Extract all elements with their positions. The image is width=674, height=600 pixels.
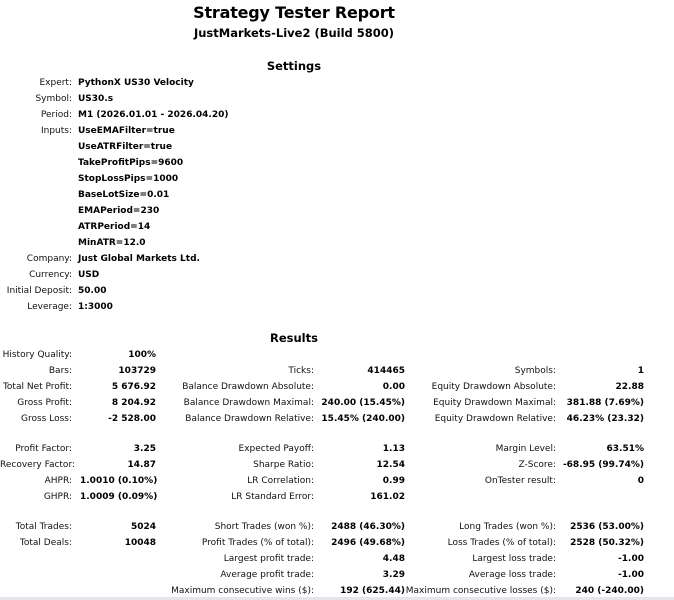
lr-standard-error-label: LR Standard Error: <box>231 492 314 502</box>
setting-value: 1:3000 <box>78 302 113 312</box>
balance-dd-absolute-label: Balance Drawdown Absolute: <box>182 382 314 392</box>
expected-payoff-value: 1.13 <box>382 444 405 454</box>
largest-profit-trade-value: 4.48 <box>382 554 405 564</box>
max-consecutive-wins-label: Maximum consecutive wins ($): <box>171 586 314 596</box>
symbols-label: Symbols: <box>514 366 556 376</box>
short-trades-label: Short Trades (won %): <box>214 522 314 532</box>
setting-label: Leverage: <box>27 302 72 312</box>
gross-profit-value: 8 204.92 <box>111 398 156 408</box>
average-profit-trade-value: 3.29 <box>382 570 405 580</box>
results-heading: Results <box>270 331 318 345</box>
equity-dd-relative-label: Equity Drawdown Relative: <box>434 414 556 424</box>
long-trades-value: 2536 (53.00%) <box>570 522 644 532</box>
sharpe-ratio-label: Sharpe Ratio: <box>253 460 314 470</box>
history-quality-label: History Quality: <box>2 350 72 360</box>
total-net-profit-label: Total Net Profit: <box>2 382 72 392</box>
balance-dd-maximal-label: Balance Drawdown Maximal: <box>183 398 314 408</box>
equity-dd-maximal-label: Equity Drawdown Maximal: <box>433 398 556 408</box>
profit-factor-value: 3.25 <box>133 444 156 454</box>
lr-correlation-label: LR Correlation: <box>247 476 314 486</box>
margin-level-label: Margin Level: <box>495 444 556 454</box>
setting-value: USD <box>78 270 100 280</box>
setting-value: US30.s <box>78 94 114 104</box>
setting-label: Symbol: <box>35 94 72 104</box>
gross-loss-label: Gross Loss: <box>21 414 72 424</box>
equity-dd-absolute-value: 22.88 <box>615 382 644 392</box>
profit-trades-label: Profit Trades (% of total): <box>201 538 314 548</box>
setting-label: Expert: <box>39 78 72 88</box>
balance-dd-relative-label: Balance Drawdown Relative: <box>185 414 314 424</box>
ontester-result-value: 0 <box>637 476 644 486</box>
setting-value: 50.00 <box>78 286 107 296</box>
setting-label: Period: <box>40 110 72 120</box>
setting-value: Just Global Markets Ltd. <box>78 254 200 264</box>
setting-value: M1 (2026.01.01 - 2026.04.20) <box>78 110 229 120</box>
input-param: UseATRFilter=true <box>78 142 173 152</box>
input-param: UseEMAFilter=true <box>78 126 175 136</box>
total-net-profit-value: 5 676.92 <box>111 382 156 392</box>
average-loss-trade-value: -1.00 <box>618 570 644 580</box>
input-param: StopLossPips=1000 <box>78 174 179 184</box>
settings-heading: Settings <box>266 59 322 73</box>
total-deals-label: Total Deals: <box>19 538 72 548</box>
short-trades-value: 2488 (46.30%) <box>331 522 405 532</box>
setting-label: Initial Deposit: <box>6 286 72 296</box>
ghpr-value: 1.0009 (0.09%) <box>80 492 158 502</box>
largest-loss-trade-label: Largest loss trade: <box>472 554 556 564</box>
gross-loss-value: -2 528.00 <box>108 414 156 424</box>
input-param: EMAPeriod=230 <box>78 206 160 216</box>
average-profit-trade-label: Average profit trade: <box>220 570 314 580</box>
ghpr-label: GHPR: <box>43 492 72 502</box>
setting-label: Currency: <box>29 270 72 280</box>
balance-dd-absolute-value: 0.00 <box>382 382 405 392</box>
input-param: TakeProfitPips=9600 <box>78 158 184 168</box>
input-param: ATRPeriod=14 <box>78 222 151 232</box>
profit-factor-label: Profit Factor: <box>15 444 72 454</box>
recovery-factor-label: Recovery Factor: <box>0 460 76 470</box>
max-consecutive-losses-value: 240 (-240.00) <box>575 586 644 596</box>
input-param: MinATR=12.0 <box>78 238 146 248</box>
loss-trades-label: Loss Trades (% of total): <box>447 538 556 548</box>
balance-dd-maximal-value: 240.00 (15.45%) <box>321 398 405 408</box>
report-title: Strategy Tester Report <box>193 3 395 22</box>
expected-payoff-label: Expected Payoff: <box>238 444 314 454</box>
ontester-result-label: OnTester result: <box>484 476 556 486</box>
report-subtitle: JustMarkets-Live2 (Build 5800) <box>193 26 395 40</box>
symbols-value: 1 <box>637 366 644 376</box>
total-trades-label: Total Trades: <box>15 522 72 532</box>
balance-dd-relative-value: 15.45% (240.00) <box>321 414 405 424</box>
long-trades-label: Long Trades (won %): <box>459 522 556 532</box>
lr-standard-error-value: 161.02 <box>370 492 405 502</box>
profit-trades-value: 2496 (49.68%) <box>331 538 405 548</box>
largest-profit-trade-label: Largest profit trade: <box>223 554 314 564</box>
gross-profit-label: Gross Profit: <box>17 398 72 408</box>
max-consecutive-losses-label: Maximum consecutive losses ($): <box>405 586 556 596</box>
sharpe-ratio-value: 12.54 <box>376 460 405 470</box>
ahpr-value: 1.0010 (0.10%) <box>80 476 158 486</box>
ticks-value: 414465 <box>367 366 405 376</box>
loss-trades-value: 2528 (50.32%) <box>570 538 644 548</box>
total-trades-value: 5024 <box>130 522 156 532</box>
lr-correlation-value: 0.99 <box>382 476 405 486</box>
largest-loss-trade-value: -1.00 <box>618 554 644 564</box>
recovery-factor-value: 14.87 <box>127 460 156 470</box>
bars-label: Bars: <box>48 366 72 376</box>
equity-dd-maximal-value: 381.88 (7.69%) <box>566 398 644 408</box>
ahpr-label: AHPR: <box>44 476 72 486</box>
equity-dd-relative-value: 46.23% (23.32) <box>566 414 644 424</box>
z-score-label: Z-Score: <box>518 460 556 470</box>
setting-label: Inputs: <box>40 126 72 136</box>
history-quality-value: 100% <box>128 350 156 360</box>
total-deals-value: 10048 <box>124 538 156 548</box>
ticks-label: Ticks: <box>288 366 314 376</box>
z-score-value: -68.95 (99.74%) <box>562 460 644 470</box>
input-param: BaseLotSize=0.01 <box>78 190 170 200</box>
max-consecutive-wins-value: 192 (625.44) <box>340 586 405 596</box>
average-loss-trade-label: Average loss trade: <box>468 570 556 580</box>
setting-label: Company: <box>26 254 72 264</box>
bars-value: 103729 <box>118 366 156 376</box>
margin-level-value: 63.51% <box>606 444 644 454</box>
setting-value: PythonX US30 Velocity <box>78 78 194 88</box>
equity-dd-absolute-label: Equity Drawdown Absolute: <box>431 382 556 392</box>
